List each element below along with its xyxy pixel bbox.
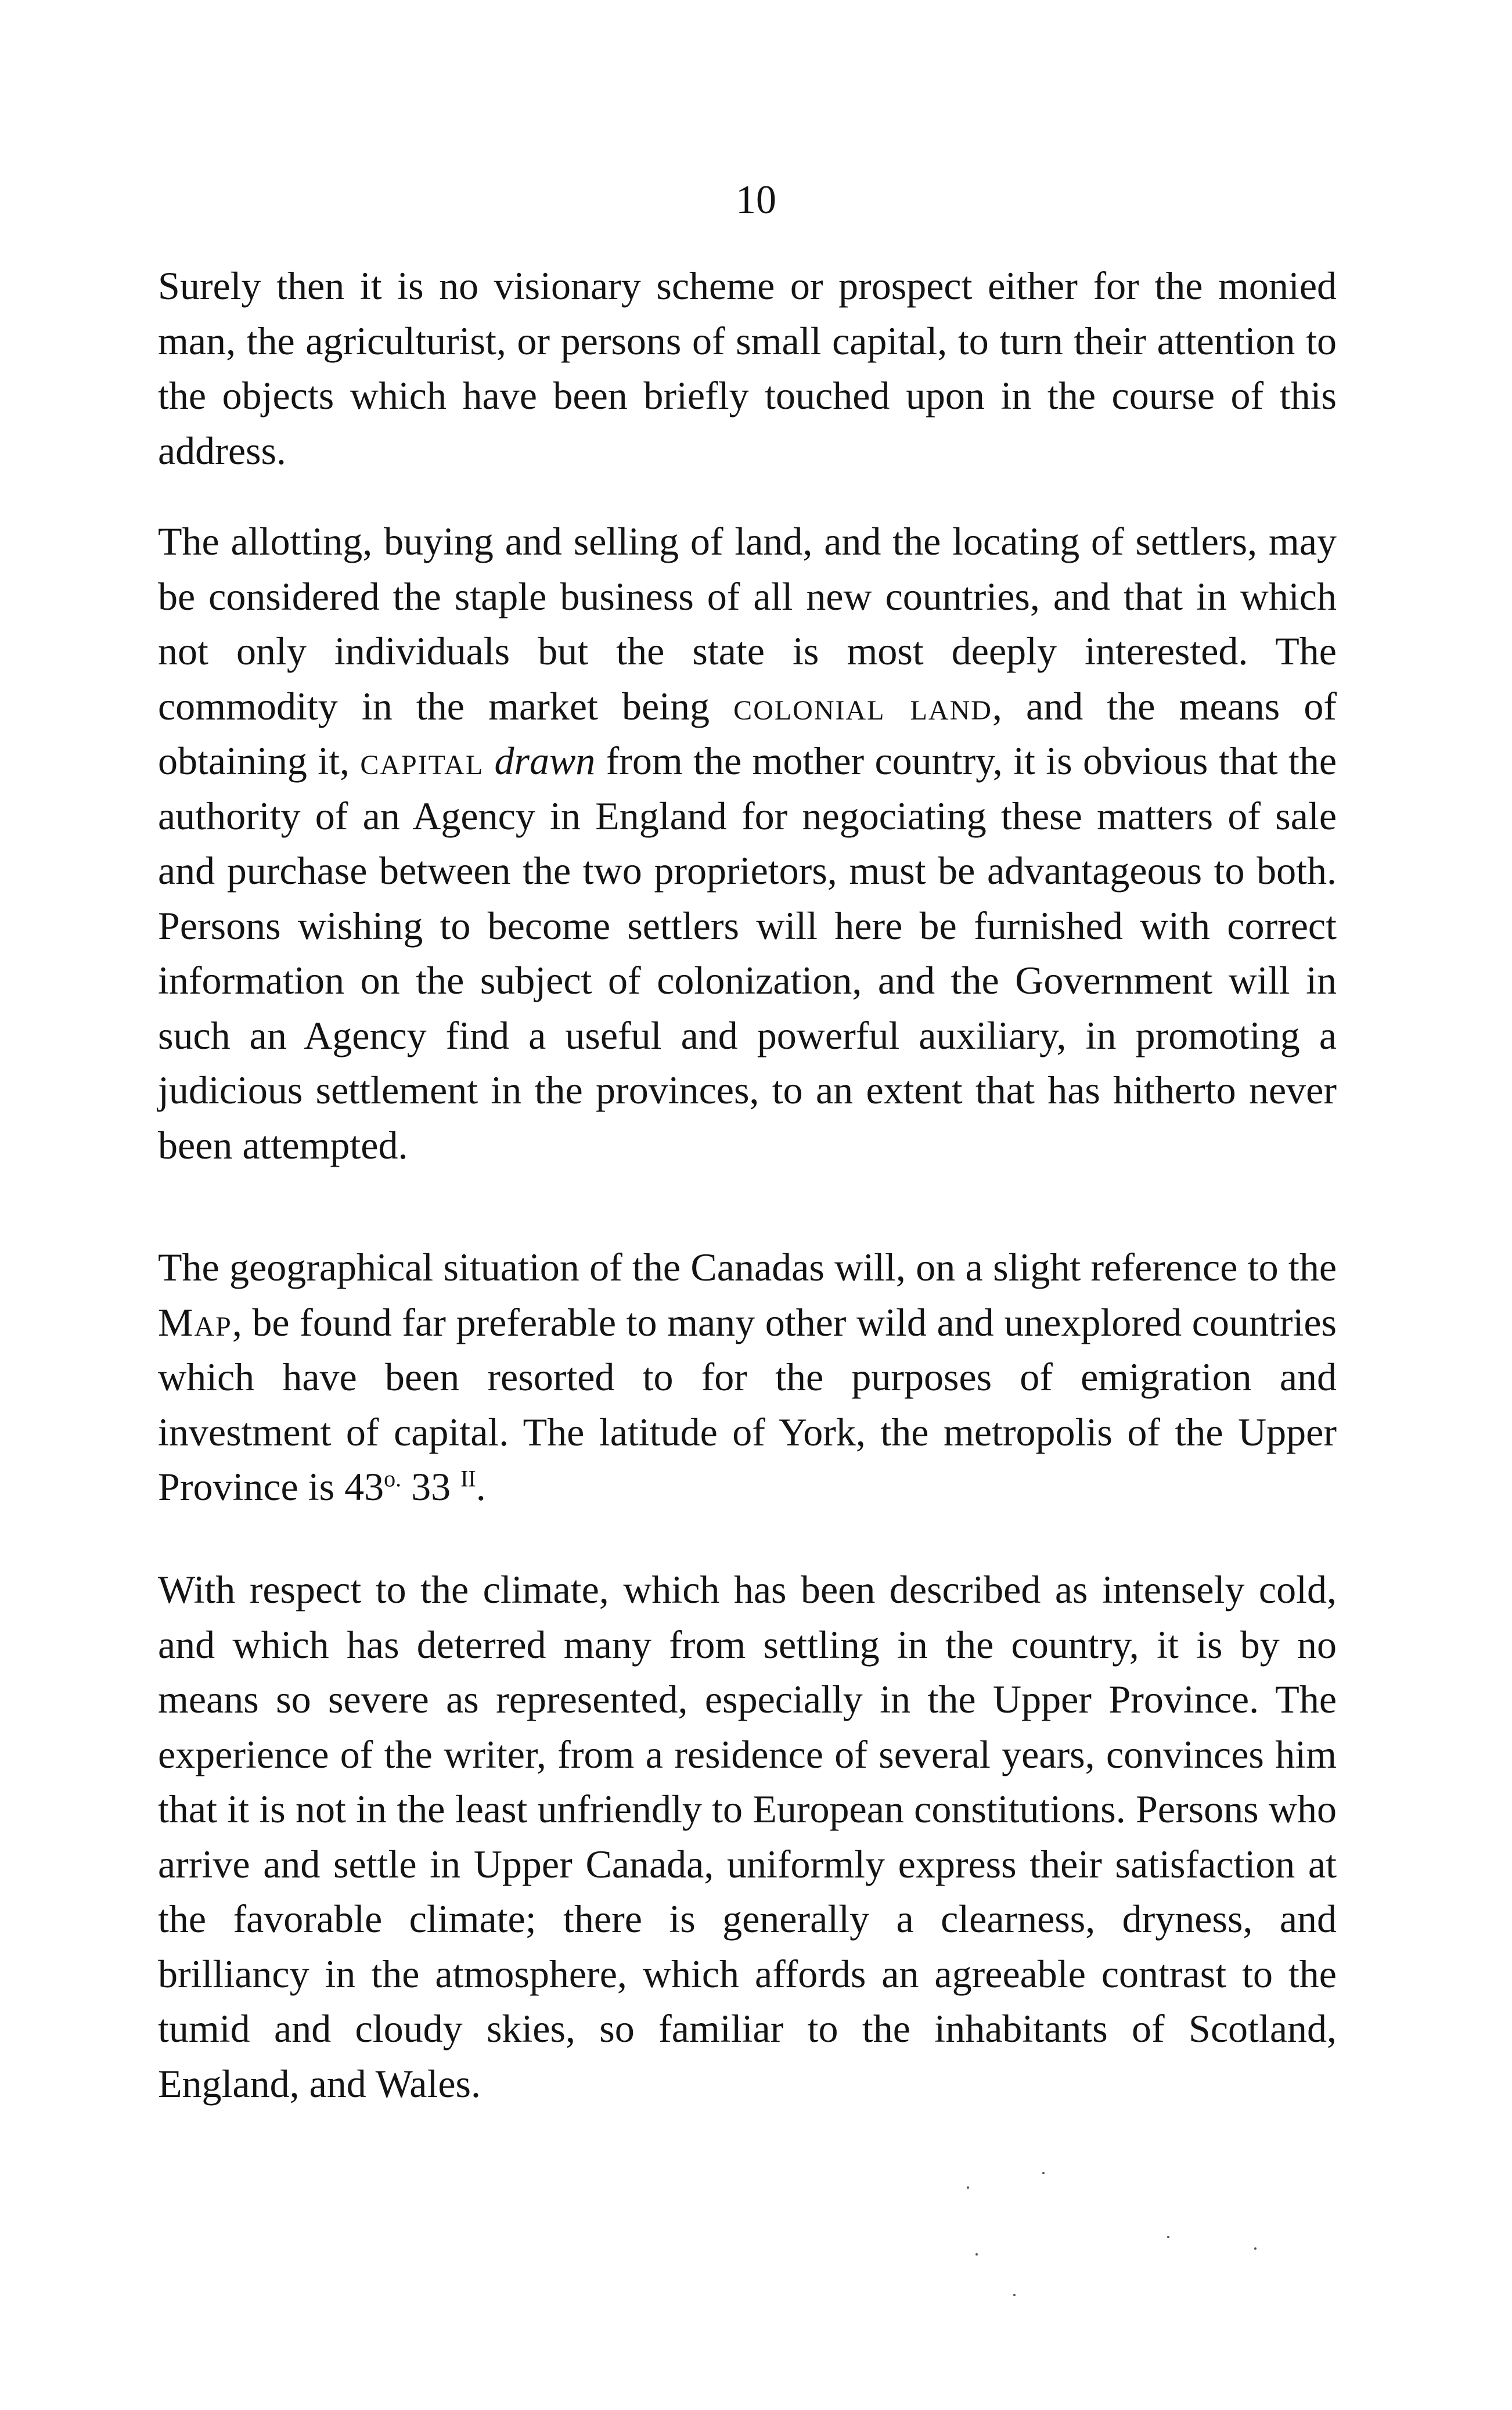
paragraph-geography: [158, 1240, 1337, 1515]
text-run: , be found far preferable to many other wild and unexplored countries which have been resorted to for the purposes of emigration and investment of capital. The latitude of York, the metropolis of the Upper Province is 43: [158, 1300, 1337, 1509]
text-run: The allotting, buying and selling of land, and the locating of settlers, may be considered the staple business of all new countries, and that in which not only individuals but the state is most deeply interested. The commodity in the market being: [158, 519, 1337, 728]
text-run: from the mother country, it is obvious that the authority of an Agency in England for negociating these matters of sale and purchase between the two proprietors, must be advantageous to both. Persons wishing to become settlers will here be furnished with correct information on the subject of colonization, and the Government will in such an Agency find a useful and powerful auxiliary, in promoting a judicious settlement in the provinces, to an extent that has hitherto never been attempted.: [158, 739, 1337, 1167]
text-run: The geographical situation of the Canadas will, on a slight reference to the: [158, 1245, 1337, 1289]
print-speck: [1013, 2294, 1016, 2296]
paragraph-climate: With respect to the climate, which has been described as intensely cold, and which has deterred many from settling in the country, it is by no means so severe as represented, especially in the Upper Province. The experience of the writer, from a residence of several years, convinces him that it is not in the least unfriendly to European constitutions. Persons who arrive and settle in Upper Canada, uniformly express their satisfaction at the favorable climate; there is generally a clearness, dryness, and brilliancy in the atmosphere, which affords an agreeable contrast to the tumid and cloudy skies, so familiar to the inhabitants of Scotland, England, and Wales.: [158, 1567, 1337, 2106]
paragraph-visionary-scheme: Surely then it is no visionary scheme or prospect either for the monied man, the agriculturist, or persons of small capital, to turn their attention to the objects which have been briefly touched upon in the course of this address.: [158, 264, 1337, 473]
minutes-mark: II: [460, 1465, 476, 1492]
term-map: Map: [158, 1300, 232, 1344]
degree-mark: o.: [384, 1465, 402, 1492]
print-speck: [967, 2186, 969, 2189]
paragraph-colonial-land: [158, 514, 1337, 1172]
print-speck: [1167, 2236, 1169, 2238]
page-number: 10: [736, 178, 776, 222]
text-run: [484, 739, 494, 783]
print-speck: [1254, 2247, 1257, 2250]
term-drawn: drawn: [494, 739, 596, 783]
text-run: .: [476, 1465, 486, 1509]
term-colonial-land: colonial land: [733, 684, 992, 728]
term-capital: capital: [360, 739, 484, 783]
print-speck: [975, 2253, 978, 2256]
text-run: 33: [401, 1465, 461, 1509]
print-speck: [1042, 2172, 1045, 2174]
text-run: , and the means of obtaining it,: [158, 684, 1337, 783]
